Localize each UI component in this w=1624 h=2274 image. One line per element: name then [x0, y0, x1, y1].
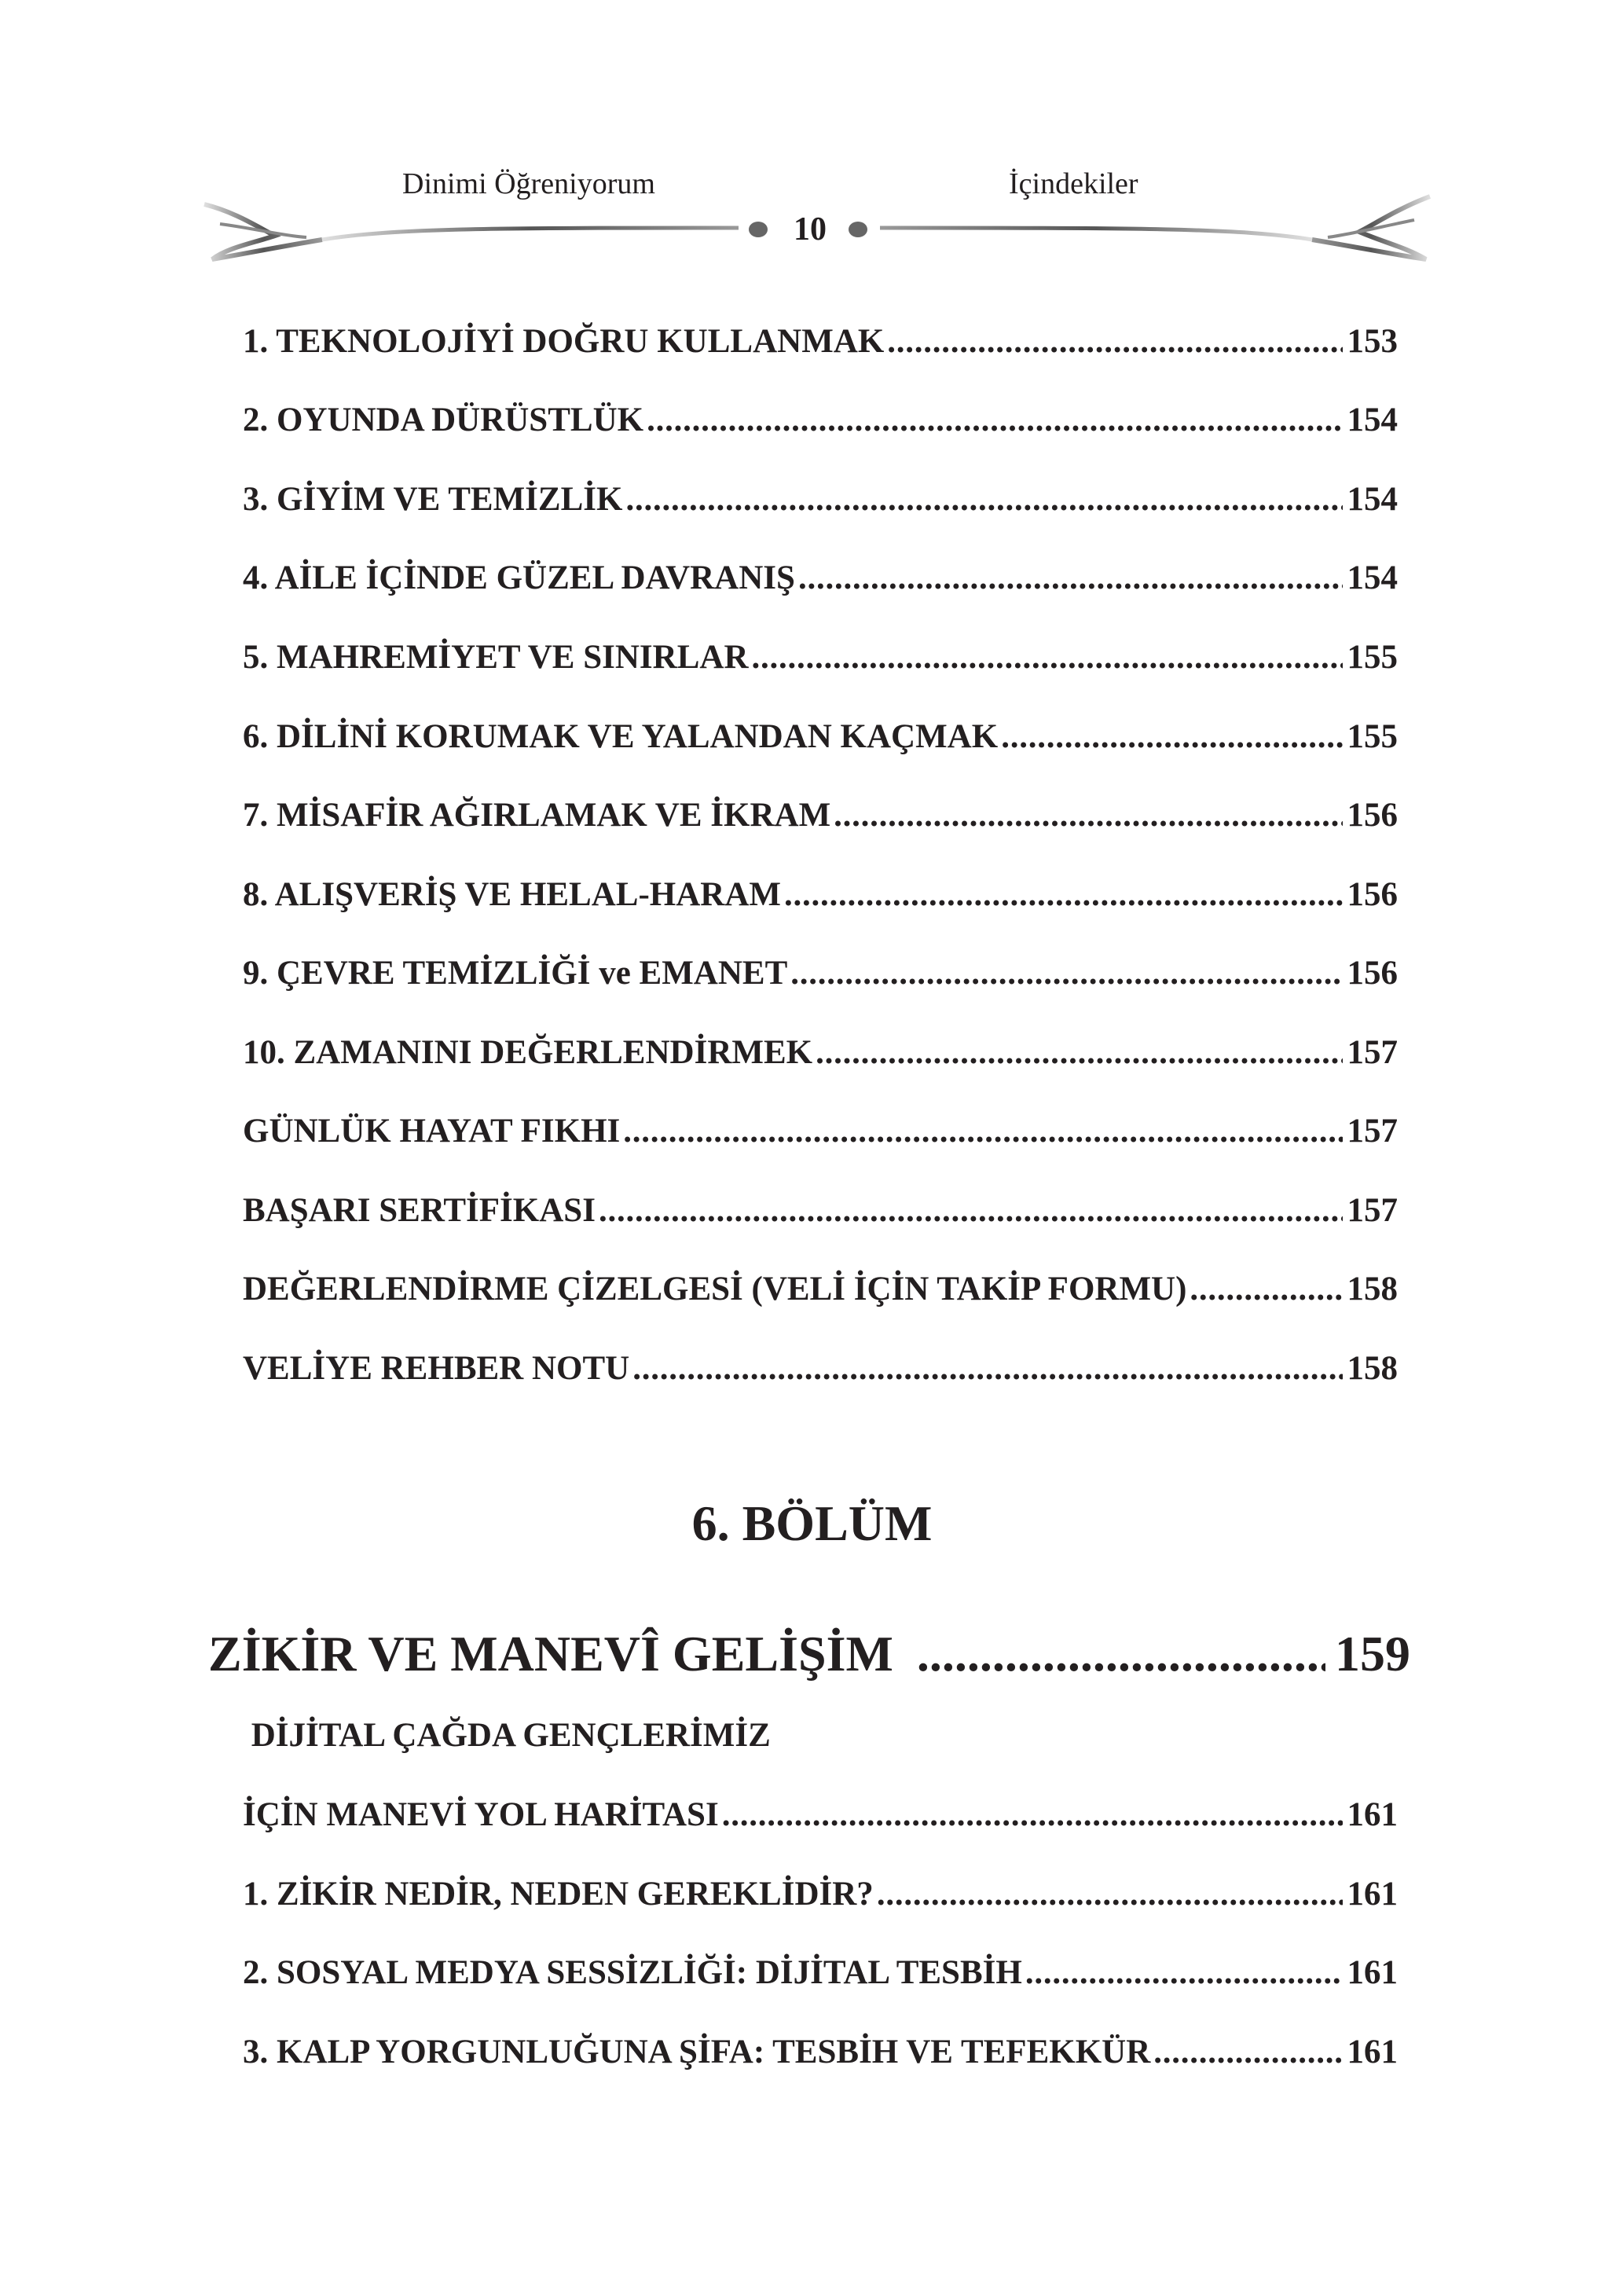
toc-entry-page: 157: [1347, 1113, 1398, 1150]
toc-entry-title: 10. ZAMANINI DEĞERLENDİRMEK: [243, 1034, 813, 1071]
running-header-book-title: Dinimi Öğreniyorum: [402, 167, 655, 200]
toc-entry[interactable]: [243, 559, 1398, 603]
toc-entry[interactable]: [243, 1953, 1398, 1997]
toc-entry-title: 5. MAHREMİYET VE SINIRLAR: [243, 639, 749, 676]
toc-entry-page: 158: [1347, 1271, 1398, 1308]
toc-entry-title: 1. TEKNOLOJİYİ DOĞRU KULLANMAK: [243, 323, 885, 360]
toc-entry-page: 161: [1347, 1954, 1398, 1991]
toc-entry-title: 6. DİLİNİ KORUMAK VE YALANDAN KAÇMAK: [243, 718, 999, 755]
toc-entry-title: 2. OYUNDA DÜRÜSTLÜK: [243, 402, 644, 438]
toc-entry[interactable]: [243, 796, 1398, 840]
toc-entry-title: 2. SOSYAL MEDYA SESSİZLİĞİ: DİJİTAL TESBİH: [243, 1954, 1022, 1991]
toc-entry[interactable]: [243, 480, 1398, 524]
toc-entry-page: 156: [1347, 797, 1398, 834]
toc-entry-title: VELİYE REHBER NOTU: [243, 1350, 630, 1387]
toc-entry[interactable]: [243, 2033, 1398, 2077]
toc-entry-title: BAŞARI SERTİFİKASI: [243, 1192, 596, 1229]
toc-entry-page: 154: [1347, 402, 1398, 438]
header-ornament: [189, 181, 1446, 267]
toc-entry-page: 155: [1347, 718, 1398, 755]
toc-entry-page: 154: [1347, 559, 1398, 596]
toc-entry-page: 154: [1347, 481, 1398, 518]
left-flourish-icon: [204, 204, 768, 259]
chapter-page: 159: [1335, 1626, 1410, 1682]
toc-entry-title: 7. MİSAFİR AĞIRLAMAK VE İKRAM: [243, 797, 831, 834]
section-heading: 6. BÖLÜM: [691, 1495, 933, 1551]
toc-entry-page: 161: [1347, 2034, 1398, 2070]
toc-entry-page: 156: [1347, 876, 1398, 913]
toc-entry-title: GÜNLÜK HAYAT FIKHI: [243, 1113, 621, 1150]
toc-entry[interactable]: [243, 1191, 1398, 1235]
toc-entry[interactable]: [243, 1270, 1398, 1314]
toc-entry-page: 157: [1347, 1192, 1398, 1229]
toc-entry[interactable]: [243, 401, 1398, 445]
toc-entry[interactable]: [243, 1795, 1398, 1839]
right-flourish-icon: [849, 196, 1430, 259]
toc-entry-title: İÇİN MANEVİ YOL HARİTASI: [243, 1796, 719, 1833]
toc-entry-title: DEĞERLENDİRME ÇİZELGESİ (VELİ İÇİN TAKİP FORMU): [243, 1271, 1187, 1308]
chapter-title: ZİKİR VE MANEVÎ GELİŞİM: [208, 1626, 893, 1682]
toc-entry-page: 153: [1347, 323, 1398, 360]
toc-entry[interactable]: [243, 1112, 1398, 1156]
toc-entry-page: 156: [1347, 955, 1398, 992]
toc-entry-title: 4. AİLE İÇİNDE GÜZEL DAVRANIŞ: [243, 559, 795, 596]
toc-entry[interactable]: [243, 1716, 1398, 1760]
running-header-section-title: İçindekiler: [1009, 167, 1138, 200]
toc-entry-title: DİJİTAL ÇAĞDA GENÇLERİMİZ: [243, 1717, 771, 1754]
page-number: 10: [794, 211, 827, 248]
toc-entry[interactable]: [243, 717, 1398, 761]
toc-entry-title: 1. ZİKİR NEDİR, NEDEN GEREKLİDİR?: [243, 1876, 874, 1913]
toc-entry-page: 158: [1347, 1350, 1398, 1387]
toc-entry-title: 3. KALP YORGUNLUĞUNA ŞİFA: TESBİH VE TEFEKKÜR: [243, 2034, 1151, 2070]
toc-entry-page: 161: [1347, 1876, 1398, 1913]
toc-entry-page: 161: [1347, 1796, 1398, 1833]
toc-entry-title: 3. GİYİM VE TEMİZLİK: [243, 481, 623, 518]
toc-entry[interactable]: [243, 322, 1398, 366]
toc-entry[interactable]: [243, 638, 1398, 682]
chapter-entry[interactable]: [208, 1625, 1410, 1688]
toc-entry-page: 155: [1347, 639, 1398, 676]
toc-entry[interactable]: [243, 1033, 1398, 1077]
toc-entry[interactable]: [243, 875, 1398, 919]
toc-entry-title: 9. ÇEVRE TEMİZLİĞİ ve EMANET: [243, 955, 788, 992]
toc-entry[interactable]: [243, 1349, 1398, 1393]
toc-entry[interactable]: [243, 954, 1398, 998]
toc-entry-title: 8. ALIŞVERİŞ VE HELAL-HARAM: [243, 876, 781, 913]
toc-entry-page: 157: [1347, 1034, 1398, 1071]
toc-entry[interactable]: [243, 1875, 1398, 1919]
